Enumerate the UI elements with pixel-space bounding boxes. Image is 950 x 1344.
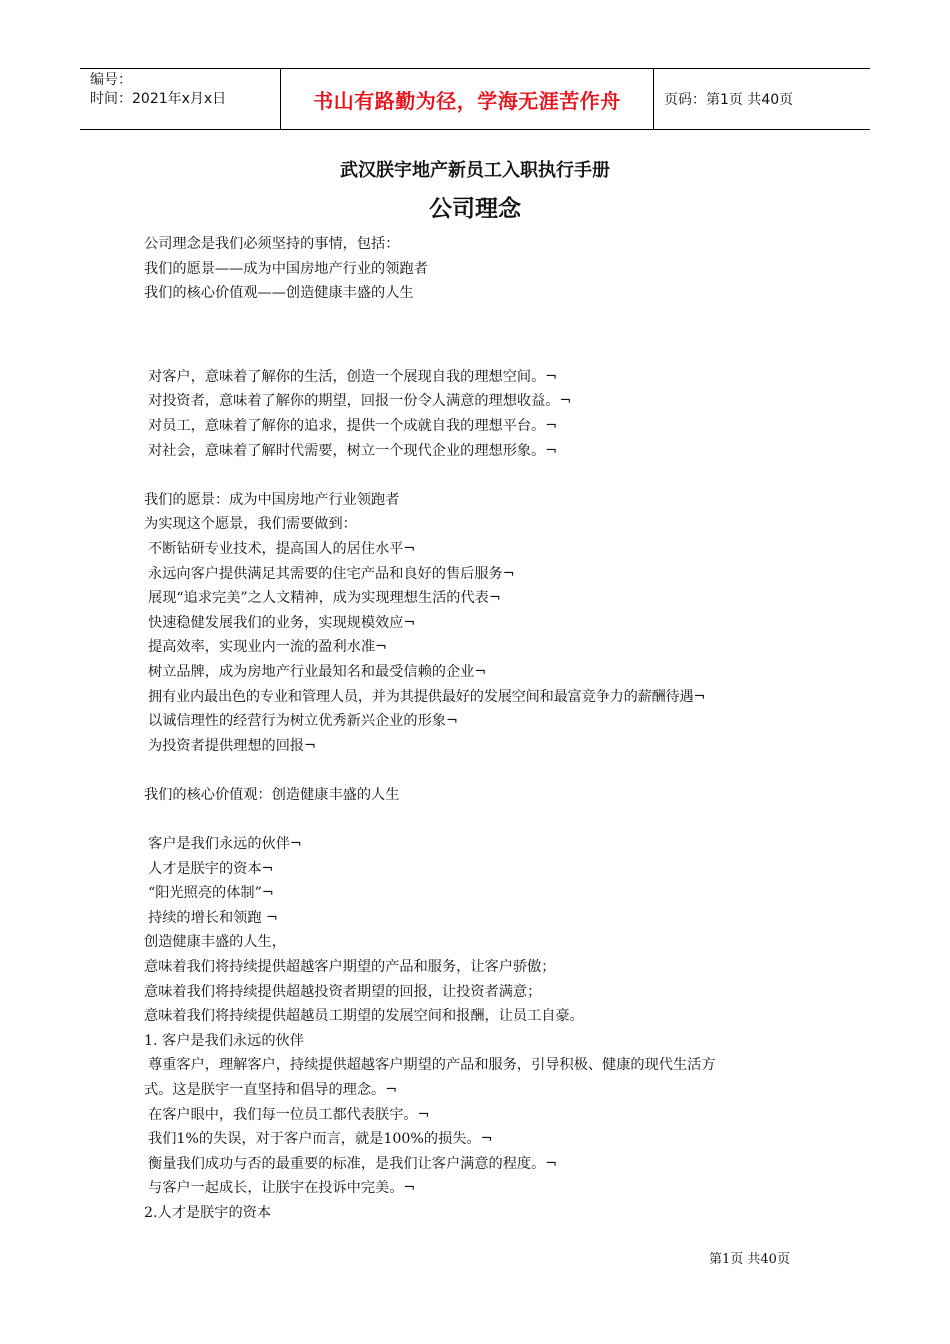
vision-item: 不断钻研专业技术，提高国人的居住水平¬ bbox=[148, 540, 416, 557]
page-footer: 第1页 共40页 bbox=[709, 1252, 790, 1267]
values-meaning: 意味着我们将持续提供超越客户期望的产品和服务，让客户骄傲； bbox=[144, 959, 556, 976]
vision-item: 快速稳健发展我们的业务，实现规模效应¬ bbox=[148, 614, 416, 631]
values-meaning: 意味着我们将持续提供超越投资者期望的回报，让投资者满意； bbox=[144, 983, 542, 1000]
values-meaning: 意味着我们将持续提供超越员工期望的发展空间和报酬，让员工自豪。 bbox=[144, 1008, 584, 1025]
values-meaning: 创造健康丰盛的人生， bbox=[144, 934, 286, 951]
intro-line: 我们的愿景——成为中国房地产行业的领跑者 bbox=[144, 260, 428, 277]
intro-line: 我们的核心价值观——创造健康丰盛的人生 bbox=[144, 285, 414, 302]
document-title: 武汉朕宇地产新员工入职执行手册 bbox=[340, 160, 610, 181]
vision-item: 为投资者提供理想的回报¬ bbox=[148, 737, 316, 754]
talent-heading: 2.人才是朕宇的资本 bbox=[144, 1204, 272, 1221]
customer-paragraph: 尊重客户，理解客户，持续提供超越客户期望的产品和服务，引导积极、健康的现代生活方 bbox=[148, 1057, 716, 1074]
vision-item: 提高效率，实现业内一流的盈利水准¬ bbox=[148, 639, 387, 656]
vision-item: 永远向客户提供满足其需要的住宅产品和良好的售后服务¬ bbox=[148, 565, 515, 582]
customer-item: 与客户一起成长，让朕宇在投诉中完美。¬ bbox=[148, 1180, 416, 1197]
commitment-line: 对投资者，意味着了解你的期望，回报一份令人满意的理想收益。¬ bbox=[148, 393, 572, 410]
commitment-line: 对社会，意味着了解时代需要，树立一个现代企业的理想形象。¬ bbox=[148, 442, 558, 459]
values-item: 客户是我们永远的伙伴¬ bbox=[148, 836, 302, 853]
customer-heading: 1. 客户是我们永远的伙伴 bbox=[144, 1032, 304, 1049]
time-label: 时间：2021年x月x日 bbox=[90, 91, 227, 107]
page-header bbox=[80, 68, 870, 130]
values-item: “阳光照亮的体制”¬ bbox=[148, 885, 274, 902]
vision-item: 拥有业内最出色的专业和管理人员，并为其提供最好的发展空间和最富竞争力的薪酬待遇¬ bbox=[148, 688, 706, 705]
vision-item: 展现“追求完美”之人文精神，成为实现理想生活的代表¬ bbox=[148, 590, 501, 607]
values-heading: 我们的核心价值观：创造健康丰盛的人生 bbox=[144, 786, 400, 803]
commitment-line: 对客户，意味着了解你的生活，创造一个展现自我的理想空间。¬ bbox=[148, 368, 558, 385]
commitment-line: 对员工，意味着了解你的追求，提供一个成就自我的理想平台。¬ bbox=[148, 417, 558, 434]
header-page-info: 页码：第1页 共40页 bbox=[664, 92, 794, 108]
customer-item: 我们1%的失误，对于客户而言，就是100%的损失。¬ bbox=[148, 1131, 493, 1148]
values-item: 持续的增长和领跑 ¬ bbox=[148, 909, 278, 926]
customer-item: 衡量我们成功与否的最重要的标准，是我们让客户满意的程度。¬ bbox=[148, 1155, 558, 1172]
values-item: 人才是朕宇的资本¬ bbox=[148, 860, 274, 877]
vision-heading: 我们的愿景：成为中国房地产行业领跑者 bbox=[144, 491, 400, 508]
section-title: 公司理念 bbox=[429, 196, 521, 222]
vision-item: 树立品牌，成为房地产行业最知名和最受信赖的企业¬ bbox=[148, 663, 487, 680]
intro-line: 公司理念是我们必须坚持的事情，包括： bbox=[144, 236, 400, 252]
code-label: 编号： bbox=[90, 72, 132, 88]
vision-item: 以诚信理性的经营行为树立优秀新兴企业的形象¬ bbox=[148, 713, 458, 730]
vision-intro: 为实现这个愿景，我们需要做到： bbox=[144, 516, 357, 533]
customer-item: 在客户眼中，我们每一位员工都代表朕宇。¬ bbox=[148, 1106, 430, 1123]
header-motto: 书山有路勤为径，学海无涯苦作舟 bbox=[281, 69, 654, 129]
header-meta bbox=[80, 69, 281, 129]
customer-paragraph-cont: 式。这是朕宇一直坚持和倡导的理念。¬ bbox=[144, 1082, 398, 1098]
document-body bbox=[144, 232, 814, 1226]
